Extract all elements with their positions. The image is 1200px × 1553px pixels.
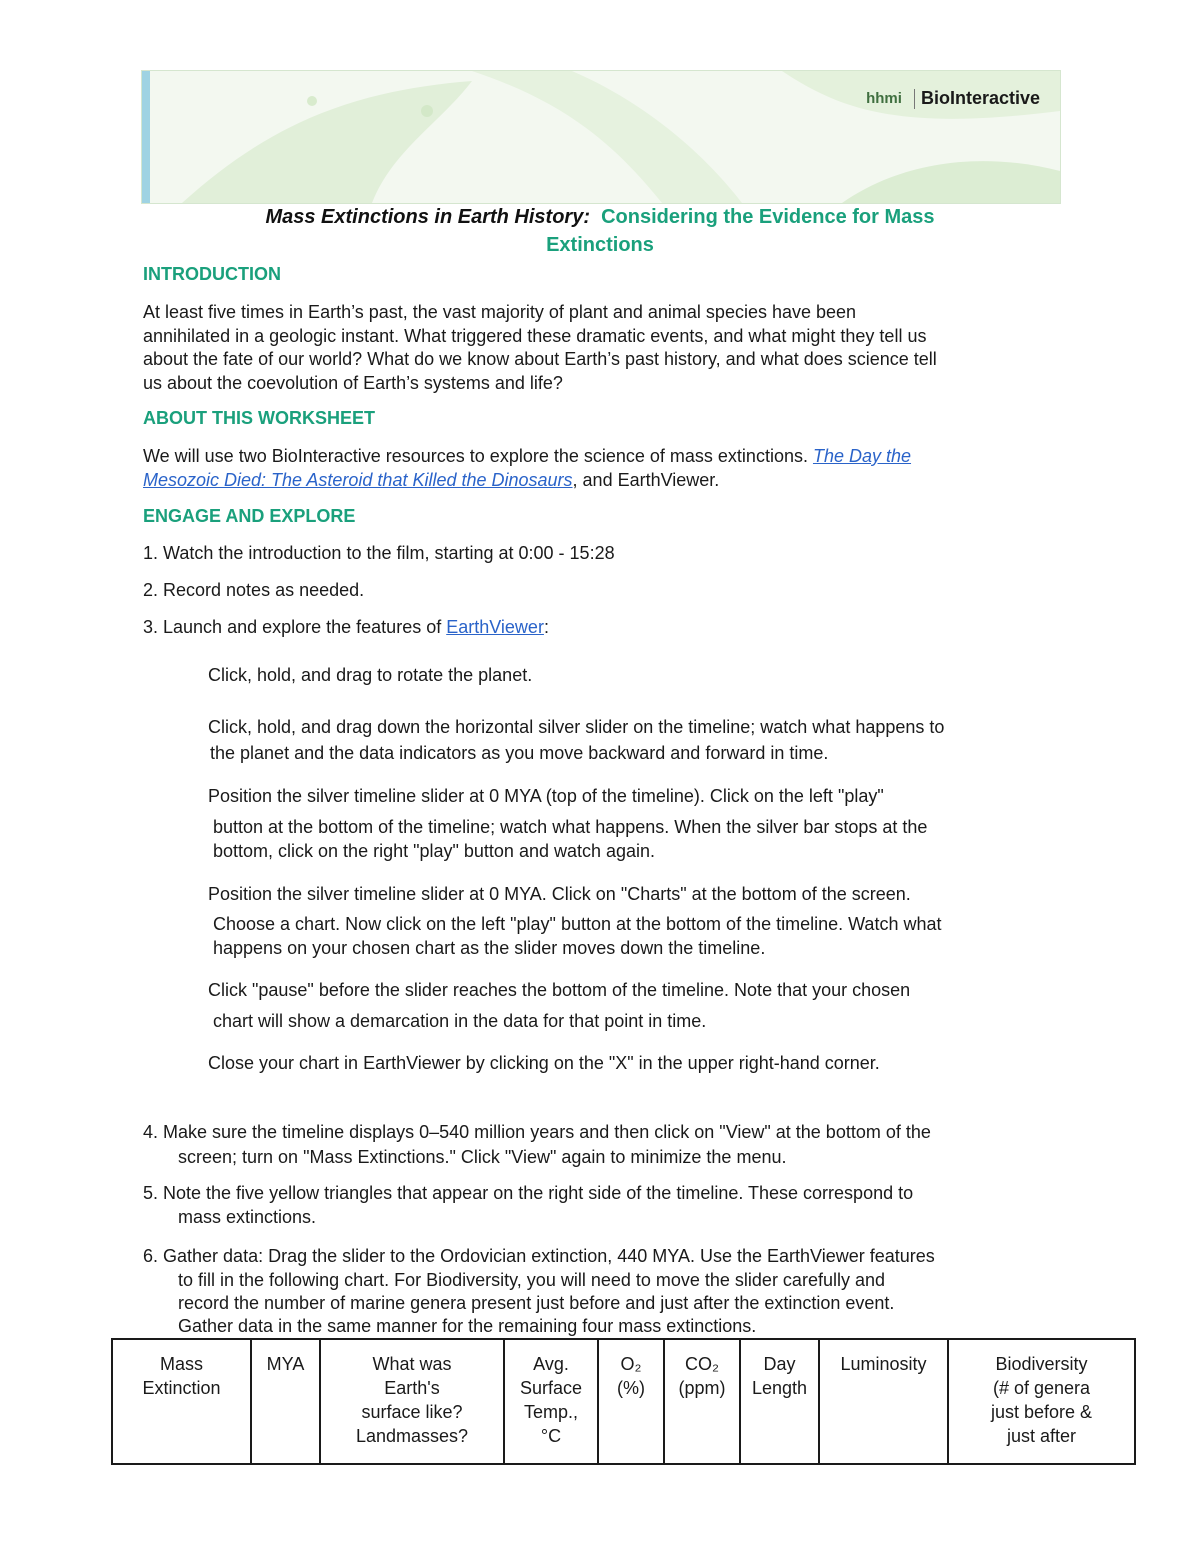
- about-heading: ABOUT THIS WORKSHEET: [143, 408, 375, 428]
- step-4: 4. Make sure the timeline displays 0–540 million years and then click on "View" at the bottom of the: [143, 1122, 931, 1142]
- instruction-play: Position the silver timeline slider at 0 MYA (top of the timeline). Click on the left "play": [208, 786, 884, 806]
- title-subtitle-line2: Extinctions: [546, 234, 654, 256]
- step-6-cont: to fill in the following chart. For Biodiversity, you will need to move the slider carefully and: [178, 1270, 885, 1290]
- intro-line: us about the coevolution of Earth’s systems and life?: [143, 372, 563, 393]
- step-6: 6. Gather data: Drag the slider to the Ordovician extinction, 440 MYA. Use the EarthViewer features: [143, 1246, 935, 1266]
- earthviewer-link[interactable]: EarthViewer: [446, 617, 544, 637]
- about-paragraph: [143, 445, 1063, 492]
- step-4-cont: screen; turn on "Mass Extinctions." Click "View" again to minimize the menu.: [178, 1147, 787, 1167]
- instruction-slider-cont: the planet and the data indicators as you move backward and forward in time.: [210, 743, 829, 763]
- title-subtitle-line1: Considering the Evidence for Mass: [601, 206, 935, 228]
- logo-biointeractive-text: BioInteractive: [920, 88, 1040, 108]
- col-temp: Avg. Surface Temp., °C: [504, 1339, 598, 1464]
- intro-line: At least five times in Earth’s past, the vast majority of plant and animal species have been: [143, 302, 857, 322]
- step-5: 5. Note the five yellow triangles that appear on the right side of the timeline. These correspond to: [143, 1183, 914, 1203]
- page-title: [141, 203, 1059, 259]
- logo-hhmi-text: hhmi: [866, 90, 902, 107]
- step-2: 2. Record notes as needed.: [143, 580, 365, 600]
- instruction-charts: Position the silver timeline slider at 0 MYA. Click on "Charts" at the bottom of the screen.: [208, 884, 911, 904]
- col-surface: What was Earth's surface like? Landmasses?: [320, 1339, 504, 1464]
- header-banner: [141, 70, 1061, 204]
- col-co2: CO₂ (ppm): [664, 1339, 740, 1464]
- instruction-pause: Click "pause" before the slider reaches the bottom of the timeline. Note that your chosen: [208, 980, 911, 1000]
- step-6-cont2: record the number of marine genera present just before and just after the extinction event.: [178, 1293, 895, 1313]
- step-3-colon: :: [543, 617, 549, 637]
- instruction-close: Close your chart in EarthViewer by clicking on the "X" in the upper right-hand corner.: [208, 1053, 880, 1073]
- intro-line: annihilated in a geologic instant. What triggered these dramatic events, and what might they tell us: [143, 325, 927, 346]
- instruction-slider: Click, hold, and drag down the horizontal silver slider on the timeline; watch what happens to: [208, 717, 945, 737]
- film-link[interactable]: The Day the: [812, 446, 912, 466]
- instruction-charts-cont: Choose a chart. Now click on the left "play" button at the bottom of the timeline. Watch what: [213, 914, 942, 934]
- title-main: Mass Extinctions in Earth History:: [265, 206, 590, 228]
- step-5-cont: mass extinctions.: [178, 1207, 317, 1227]
- intro-paragraph: [143, 301, 1063, 395]
- engage-heading: ENGAGE AND EXPLORE: [143, 506, 356, 526]
- mass-extinction-data-table: [111, 1338, 1136, 1465]
- intro-line: about the fate of our world? What do we know about Earth’s past history, and what does science tell: [143, 349, 937, 369]
- col-biodiversity: Biodiversity (# of genera just before & just after: [948, 1339, 1135, 1464]
- step-6-cont3: Gather data in the same manner for the remaining four mass extinctions.: [178, 1316, 757, 1336]
- col-mass-extinction: Mass Extinction: [112, 1339, 251, 1464]
- instruction-rotate: Click, hold, and drag to rotate the planet.: [208, 665, 533, 685]
- instruction-charts-cont2: happens on your chosen chart as the slider moves down the timeline.: [213, 938, 766, 958]
- col-mya: MYA: [251, 1339, 320, 1464]
- col-luminosity: Luminosity: [819, 1339, 948, 1464]
- col-day-length: Day Length: [740, 1339, 819, 1464]
- hhmi-biointeractive-logo: [866, 88, 1040, 109]
- logo-separator: [914, 89, 915, 109]
- step-1: 1. Watch the introduction to the film, starting at 0:00 - 15:28: [143, 543, 615, 563]
- film-link-continued[interactable]: Mesozoic Died: The Asteroid that Killed the Dinosaurs: [143, 469, 573, 490]
- instruction-pause-cont: chart will show a demarcation in the data for that point in time.: [213, 1011, 707, 1031]
- col-o2: O₂ (%): [598, 1339, 664, 1464]
- instruction-play-cont2: bottom, click on the right "play" button and watch again.: [213, 841, 656, 861]
- instruction-play-cont: button at the bottom of the timeline; watch what happens. When the silver bar stops at the: [213, 817, 928, 837]
- step-3-text: 3. Launch and explore the features of: [143, 617, 447, 637]
- step-3: [143, 616, 549, 640]
- about-text: We will use two BioInteractive resources to explore the science of mass extinctions.: [143, 446, 813, 466]
- intro-heading: INTRODUCTION: [143, 264, 281, 284]
- about-text-end: , and EarthViewer.: [572, 469, 720, 490]
- table-header-row: [112, 1339, 1135, 1464]
